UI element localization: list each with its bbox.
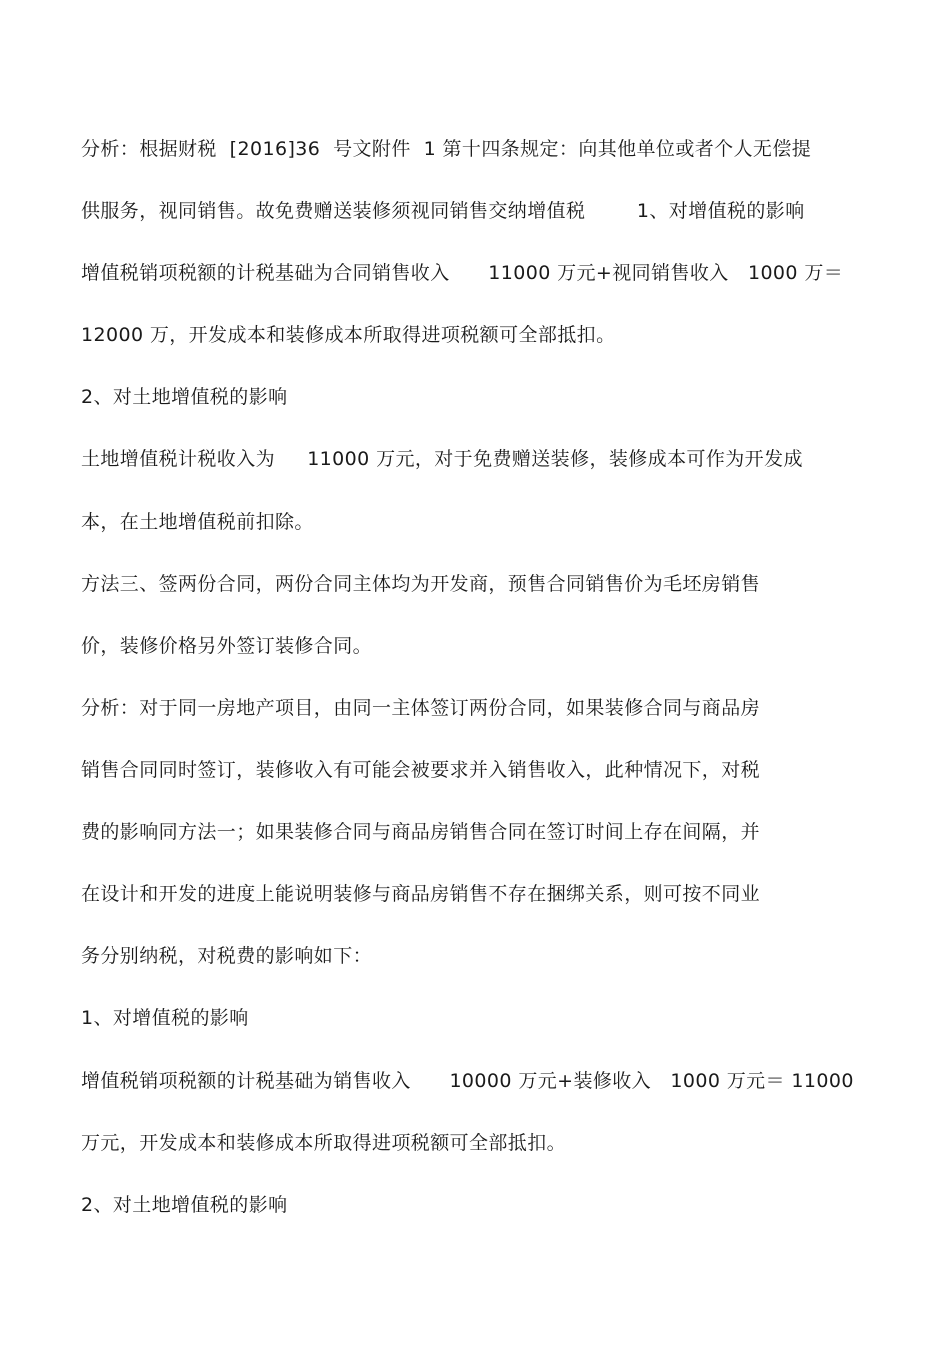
paragraph-line: 在设计和开发的进度上能说明装修与商品房销售不存在捆绑关系，则可按不同业 bbox=[81, 883, 761, 905]
paragraph-line: 销售合同同时签订，装修收入有可能会被要求并入销售收入，此种情况下，对税 bbox=[81, 759, 761, 781]
paragraph-line: 增值税销项税额的计税基础为销售收入 10000 万元+装修收入 1000 万元＝ 11000 bbox=[81, 1070, 854, 1092]
paragraph-line: 价，装修价格另外签订装修合同。 bbox=[81, 635, 373, 657]
section-heading: 2、对土地增值税的影响 bbox=[81, 1194, 288, 1216]
paragraph-line: 方法三、签两份合同，两份合同主体均为开发商，预售合同销售价为毛坯房销售 bbox=[81, 573, 761, 595]
paragraph-line: 费的影响同方法一；如果装修合同与商品房销售合同在签订时间上存在间隔，并 bbox=[81, 821, 761, 843]
paragraph-line: 分析：对于同一房地产项目，由同一主体签订两份合同，如果装修合同与商品房 bbox=[81, 697, 761, 719]
paragraph-line: 万元，开发成本和装修成本所取得进项税额可全部抵扣。 bbox=[81, 1132, 567, 1154]
section-heading: 1、对增值税的影响 bbox=[81, 1007, 249, 1029]
paragraph-line: 供服务，视同销售。故免费赠送装修须视同销售交纳增值税 1、对增值税的影响 bbox=[81, 200, 805, 222]
paragraph-line: 务分别纳税，对税费的影响如下： bbox=[81, 945, 373, 967]
paragraph-line: 分析：根据财税 [2016]36 号文附件 1 第十四条规定：向其他单位或者个人无偿提 bbox=[81, 138, 812, 160]
paragraph-line: 12000 万，开发成本和装修成本所取得进项税额可全部抵扣。 bbox=[81, 324, 616, 346]
paragraph-line: 增值税销项税额的计税基础为合同销售收入 11000 万元+视同销售收入 1000 万＝ bbox=[81, 262, 844, 284]
section-heading: 2、对土地增值税的影响 bbox=[81, 386, 288, 408]
paragraph-line: 土地增值税计税收入为 11000 万元，对于免费赠送装修，装修成本可作为开发成 bbox=[81, 448, 803, 470]
paragraph-line: 本，在土地增值税前扣除。 bbox=[81, 511, 314, 533]
